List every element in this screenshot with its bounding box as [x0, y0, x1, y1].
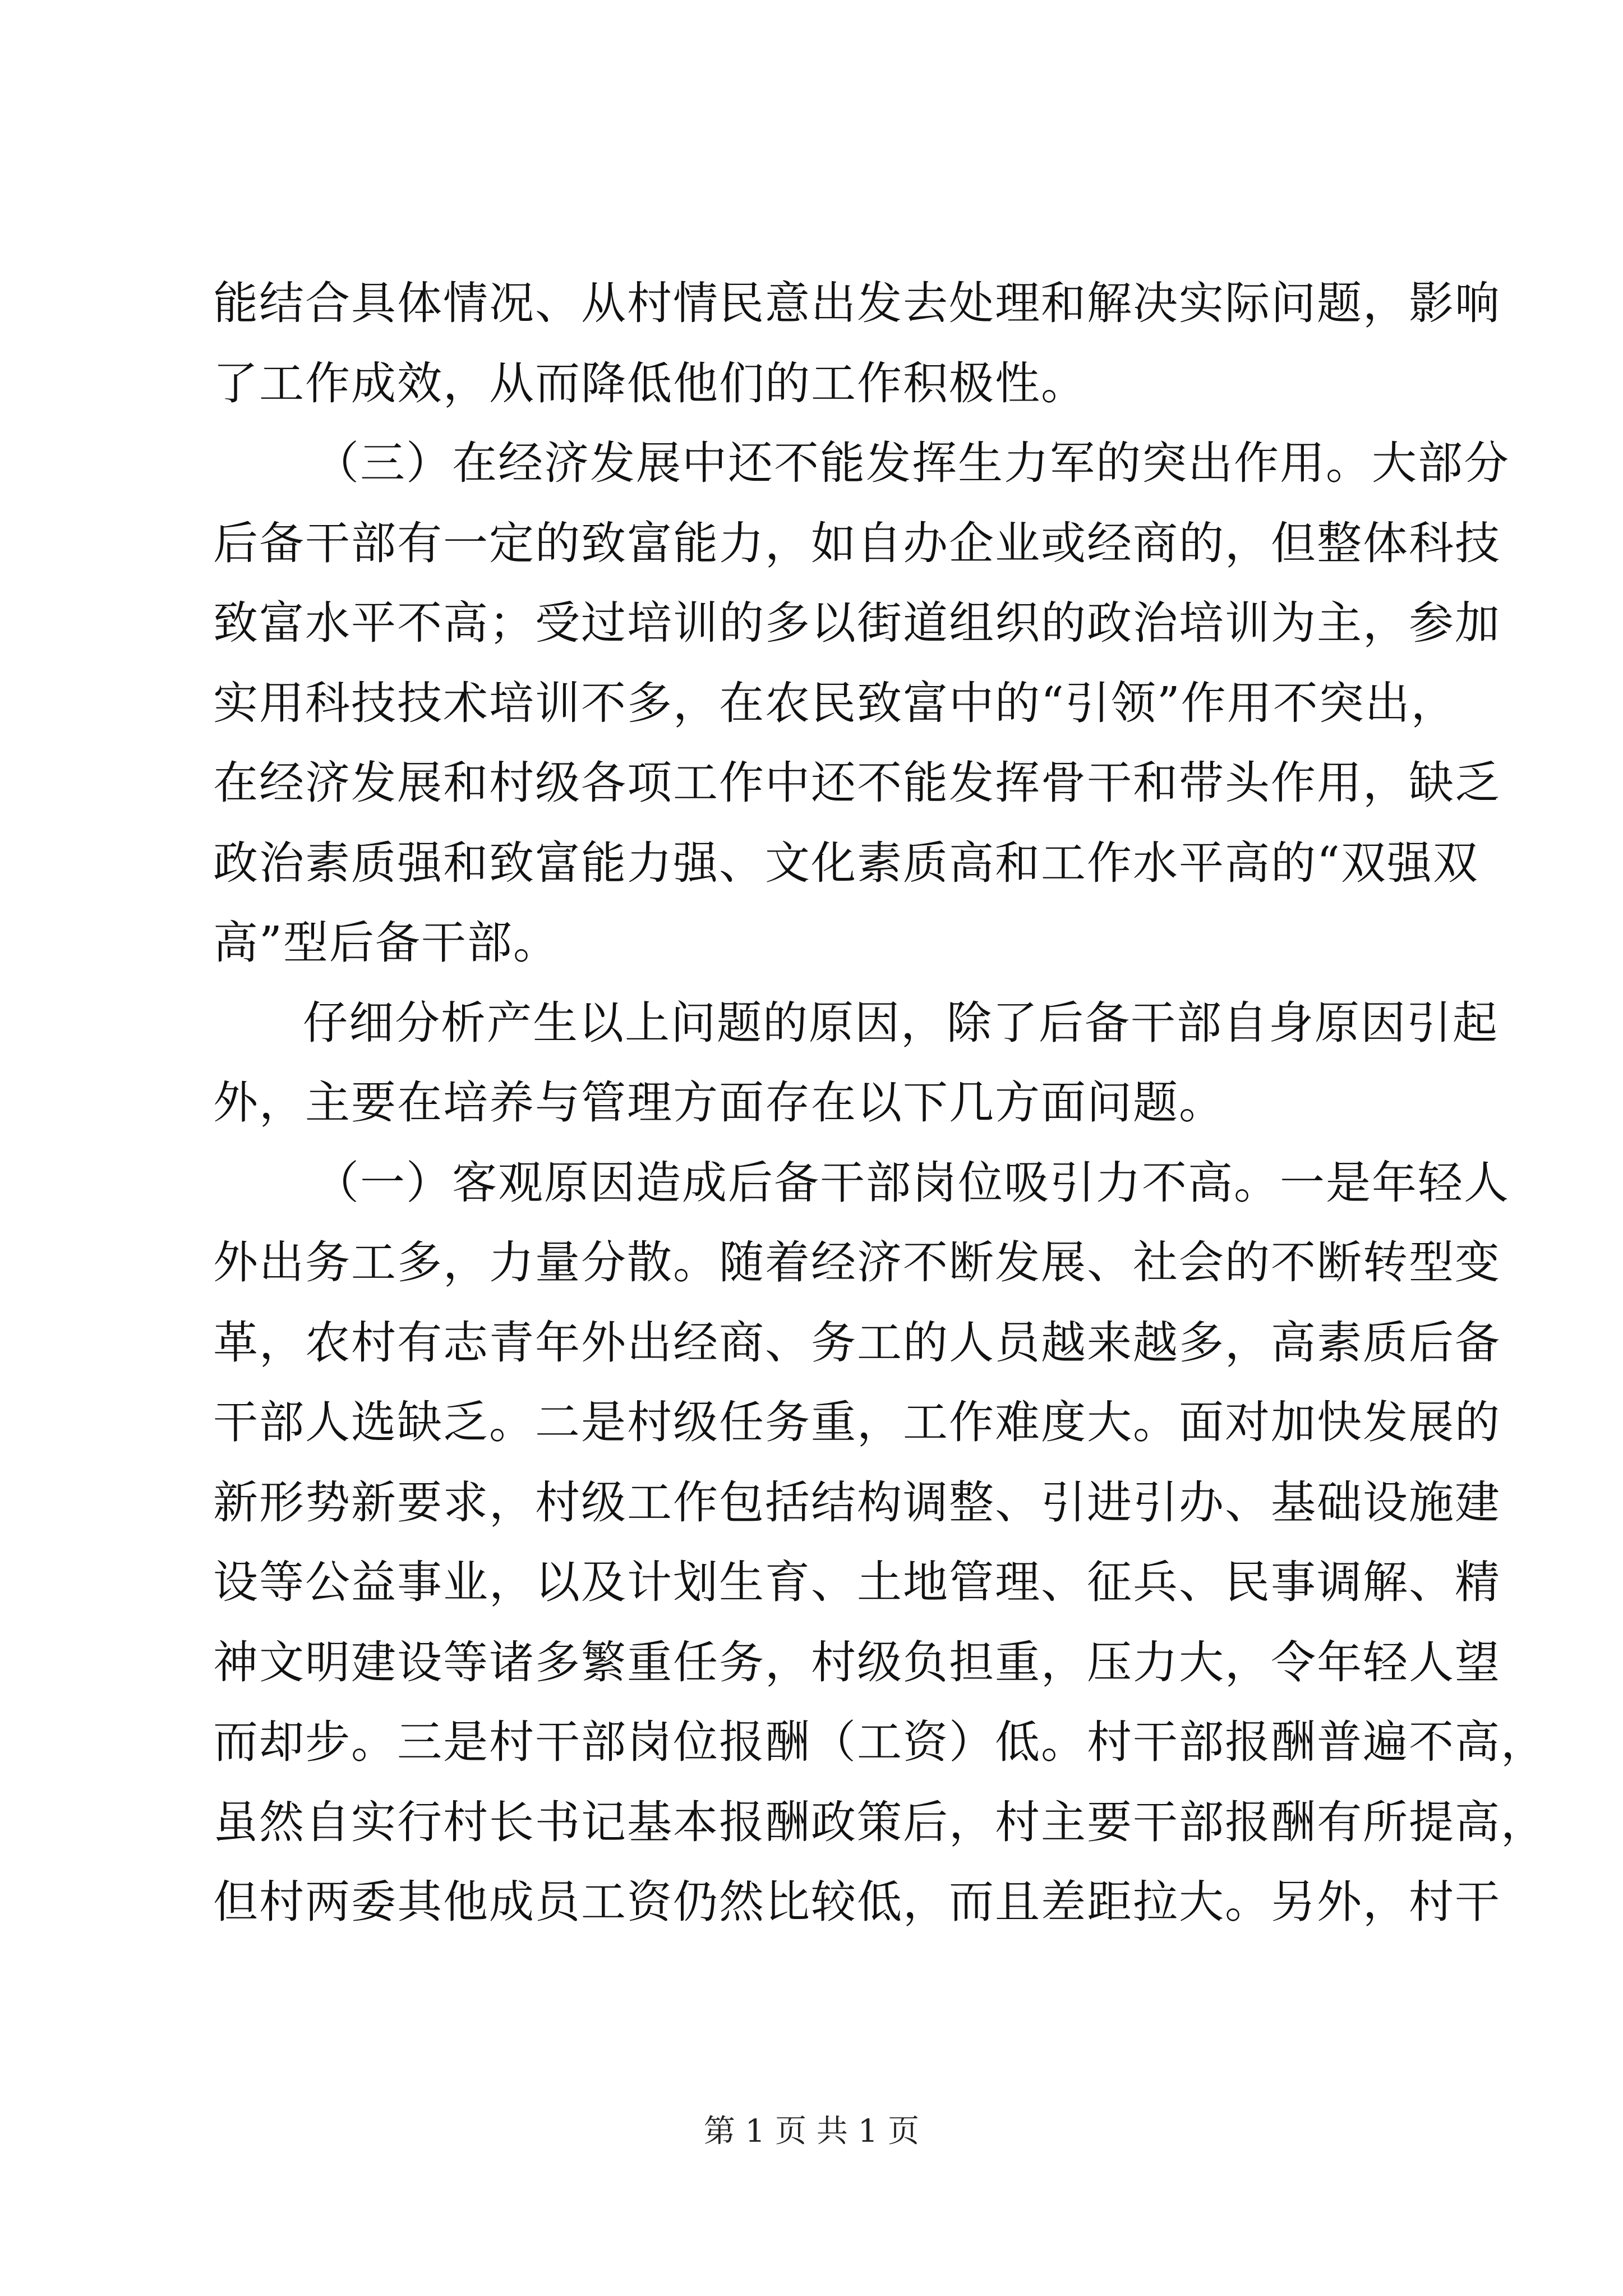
document-body	[213, 264, 1547, 1943]
text-line: 外，主要在培养与管理方面存在以下几方面问题。	[213, 1076, 1225, 1129]
text-line: 在经济发展和村级各项工作中还不能发挥骨干和带头作用，缺乏	[213, 757, 1501, 809]
page-footer	[0, 2109, 1623, 2154]
text-line: 新形势新要求，村级工作包括结构调整、引进引办、基础设施建	[213, 1476, 1501, 1529]
text-line: 能结合具体情况、从村情民意出发去处理和解决实际问题，影响	[213, 277, 1501, 329]
page-number: 第 1 页 共 1 页	[703, 2113, 920, 2150]
text-line: 实用科技技术培训不多，在农民致富中的“引领”作用不突出，	[213, 677, 1457, 729]
text-line: 革，农村有志青年外出经商、务工的人员越来越多，高素质后备	[213, 1316, 1501, 1369]
text-line: 政治素质强和致富能力强、文化素质高和工作水平高的“双强双	[213, 836, 1479, 889]
text-line: 干部人选缺乏。二是村级任务重，工作难度大。面对加快发展的	[213, 1396, 1501, 1448]
text-line: 后备干部有一定的致富能力，如自办企业或经商的，但整体科技	[213, 517, 1501, 569]
text-line: 而却步。三是村干部岗位报酬（工资）低。村干部报酬普遍不高，	[213, 1716, 1547, 1768]
text-line: 致富水平不高；受过培训的多以街道组织的政治培训为主，参加	[213, 597, 1501, 649]
text-line: 高”型后备干部。	[213, 917, 559, 969]
text-line: （一）客观原因造成后备干部岗位吸引力不高。一是年轻人	[314, 1156, 1510, 1209]
text-line: （三）在经济发展中还不能发挥生力军的突出作用。大部分	[314, 437, 1510, 489]
text-line: 外出务工多，力量分散。随着经济不断发展、社会的不断转型变	[213, 1236, 1501, 1289]
text-line: 仔细分析产生以上问题的原因，除了后备干部自身原因引起	[303, 996, 1498, 1049]
text-line: 神文明建设等诸多繁重任务，村级负担重，压力大，令年轻人望	[213, 1636, 1501, 1688]
text-line: 但村两委其他成员工资仍然比较低，而且差距拉大。另外，村干	[213, 1876, 1501, 1928]
text-line: 虽然自实行村长书记基本报酬政策后，村主要干部报酬有所提高，	[213, 1796, 1547, 1848]
text-line: 设等公益事业，以及计划生育、土地管理、征兵、民事调解、精	[213, 1556, 1501, 1608]
text-line: 了工作成效，从而降低他们的工作积极性。	[213, 357, 1087, 409]
